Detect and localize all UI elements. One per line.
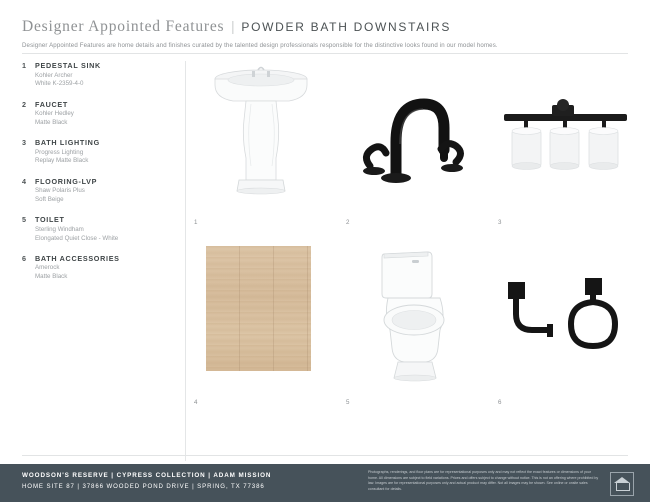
spec-detail: Matte Black — [35, 273, 68, 281]
list-item — [22, 177, 172, 205]
flooring-swatch-icon — [188, 238, 335, 388]
page-title-main: Designer Appointed Features — [22, 18, 225, 35]
spec-brand: Shaw Polaris Plus — [35, 187, 85, 195]
faucet-icon — [340, 58, 487, 208]
spec-brand: Sterling Windham — [35, 225, 84, 233]
product-cell-faucet — [340, 58, 487, 228]
product-cell-pedestal-sink — [188, 58, 335, 228]
product-cell-bath-accessories — [492, 238, 639, 408]
product-cell-toilet — [340, 238, 487, 408]
bath-accessories-icon — [492, 238, 639, 388]
spec-detail: Matte Black — [35, 118, 68, 126]
spec-detail: Elongated Quiet Close - White — [35, 234, 119, 242]
pedestal-sink-icon — [188, 58, 335, 208]
list-item — [22, 61, 172, 89]
title-divider: | — [231, 19, 235, 35]
page-footer — [0, 464, 650, 502]
home-logo-icon — [610, 472, 634, 496]
page-title — [22, 18, 628, 36]
product-number: 5 — [346, 399, 350, 406]
list-item — [22, 254, 172, 282]
page-header — [22, 18, 628, 49]
spec-name: FLOORING-LVP — [35, 176, 98, 186]
vanity-light-icon — [492, 58, 639, 208]
list-item — [22, 100, 172, 128]
spec-detail: White K-2359-4-0 — [35, 80, 84, 88]
list-item — [22, 138, 172, 166]
spec-list — [22, 61, 172, 293]
page-subtitle: Designer Appointed Features are home details and finishes curated by the talented design professionals responsible for the distinctive looks found in our model homes. — [22, 42, 498, 49]
spec-name: PEDESTAL SINK — [35, 61, 101, 70]
spec-name: FAUCET — [35, 99, 68, 109]
product-number: 4 — [194, 399, 198, 406]
vertical-divider — [185, 61, 186, 461]
spec-detail: Replay Matte Black — [35, 157, 89, 165]
spec-name: TOILET — [35, 215, 65, 225]
footer-disclaimer: Photographs, renderings, and floor plans are for representational purposes only and may not reflect the exact features or dimensions of your home. All dimensions are subject to field variations. Prices and offers subject to change without notice. This is not an offering where prohibited by law. Images are for representational purposes only and actual product may differ. Not all images may be shown. See online or onsite sales consultant for details. — [368, 470, 599, 491]
product-cell-flooring — [188, 238, 335, 408]
spec-number: 4 — [22, 176, 26, 186]
spec-name: BATH ACCESSORIES — [35, 253, 120, 263]
product-cell-vanity-light — [492, 58, 639, 228]
footer-line-2: HOME SITE 87 | 37866 WOODED POND DRIVE | SPRING, TX 77386 — [22, 483, 265, 490]
spec-number: 5 — [22, 215, 26, 225]
product-number: 2 — [346, 219, 350, 226]
product-number: 6 — [498, 399, 502, 406]
spec-detail: Soft Beige — [35, 196, 64, 204]
footer-divider — [22, 455, 628, 456]
spec-number: 3 — [22, 138, 26, 148]
header-divider — [22, 53, 628, 54]
spec-brand: Kohler Archer — [35, 71, 73, 79]
footer-line-1: WOODSON'S RESERVE | CYPRESS COLLECTION | ADAM MISSION — [22, 472, 272, 479]
product-number: 1 — [194, 219, 198, 226]
product-number: 3 — [498, 219, 502, 226]
footer-community-info — [22, 472, 271, 490]
spec-number: 2 — [22, 99, 26, 109]
page-title-sub: POWDER BATH DOWNSTAIRS — [241, 20, 452, 34]
spec-number: 1 — [22, 61, 26, 70]
spec-brand: Kohler Hedley — [35, 110, 74, 118]
spec-name: BATH LIGHTING — [35, 138, 100, 148]
spec-brand: Progress Lighting — [35, 148, 84, 156]
spec-brand: Amerock — [35, 264, 60, 272]
product-grid — [188, 58, 628, 406]
list-item — [22, 215, 172, 243]
spec-number: 6 — [22, 253, 26, 263]
toilet-icon — [340, 238, 487, 388]
